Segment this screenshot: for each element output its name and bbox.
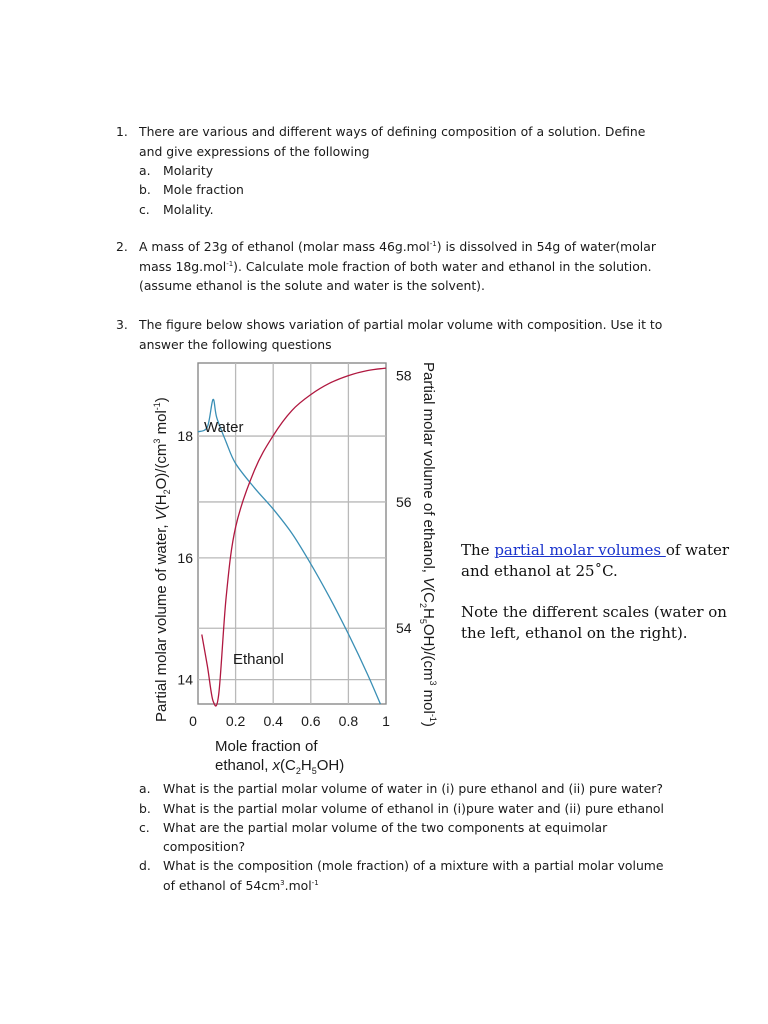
water-curve (198, 399, 380, 704)
left-tick-label: 16 (177, 549, 193, 566)
figure-caption: The partial molar volumes of water and ethanol at 25˚C. (461, 541, 730, 580)
partial-molar-volumes-link[interactable]: partial molar volumes (494, 541, 666, 559)
left-tick-label: 14 (177, 671, 193, 688)
right-axis-label: Partial molar volume of ethanol, $V(C_2H_5OH)/(cm^3$ mol$^{-1}$) (418, 362, 438, 727)
x-axis-label: Mole fraction of (215, 738, 318, 755)
series-label-water: Water (204, 419, 244, 436)
figure-note: Note the different scales (water on the left, ethanol on the right). (461, 603, 727, 642)
question-text: There are various and different ways of defining composition of a solution. Define (139, 124, 646, 139)
x-tick-label: 0.2 (225, 713, 246, 729)
left-axis-label: Partial molar volume of water, $V(H_2O)/(cm^3$ mol$^{-1}$) (152, 397, 172, 722)
question-number: 2. (116, 239, 128, 254)
x-tick-label: 1 (382, 713, 390, 729)
question-number: 3. (116, 317, 128, 332)
x-tick-label: 0.4 (263, 713, 283, 729)
question-text: mass 18g.mol$^{-1}$). Calculate mole fraction of both water and ethanol in the solution. (139, 258, 652, 274)
right-tick-label: 56 (396, 493, 412, 510)
left-tick-label: 18 (177, 428, 193, 445)
x-tick-label: 0.8 (338, 713, 359, 729)
question-text: The figure below shows variation of partial molar volume with composition. Use it to (139, 317, 663, 332)
question-text: answer the following questions (139, 336, 332, 352)
question-text: (assume ethanol is the solute and water is the solvent). (139, 278, 485, 293)
x-tick-label: 0.6 (301, 713, 321, 729)
question-text: and give expressions of the following (139, 143, 370, 159)
series-label-ethanol: Ethanol (233, 651, 284, 668)
x-axis-label: ethanol, $x(C_2H_5OH)$ (215, 757, 345, 776)
right-tick-label: 58 (396, 367, 412, 384)
x-tick-label: 0 (189, 713, 197, 729)
right-tick-label: 54 (396, 620, 412, 637)
question-number: 1. (116, 124, 128, 139)
question-text: A mass of 23g of ethanol (molar mass 46g.mol$^{-1}$) is dissolved in 54g of water(molar (139, 239, 656, 254)
